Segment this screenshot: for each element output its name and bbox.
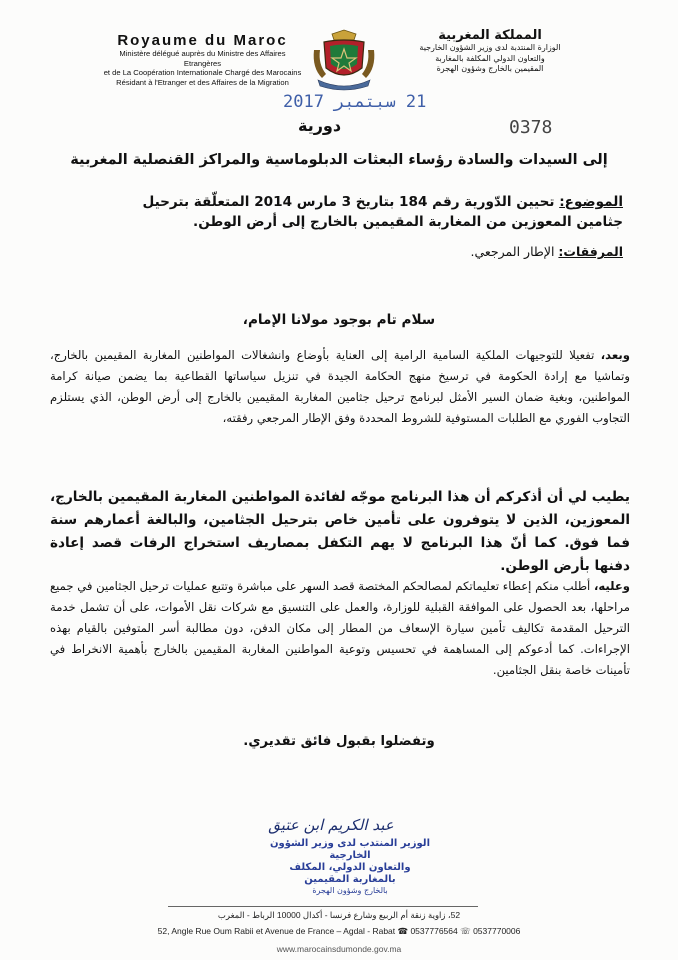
paragraph-1-lead: وبعد،	[600, 348, 630, 362]
header-ar-line: والتعاون الدولي المكلفة بالمغاربة	[435, 53, 545, 63]
paragraph-1	[50, 345, 630, 429]
date-stamp: 21 سبتمبر 2017	[283, 92, 427, 112]
subject-label: الموضوع:	[559, 194, 623, 210]
header-fr-line: Ministère délégué auprès du Ministre des Affaires Etrangères	[119, 49, 286, 68]
footer-divider	[168, 906, 478, 907]
header-fr-line: et de La Coopération Internationale Chargé des Marocains	[103, 68, 302, 77]
subject-text: تحيين الدّورية رقم 184 بتاريخ 3 مارس 2014 المتعلّقة بترحيل جثامين المعوزين من المغاربة المقيمين بالخارج إلى أرض الوطن.	[142, 194, 623, 230]
signature-name: عبد الكريم ابن عتيق	[268, 816, 394, 834]
header-fr-title: Royaume du Maroc	[117, 32, 288, 49]
subject-block	[140, 192, 623, 232]
footer-arabic-address: 52، زاوية زنقة أم الربيع وشارع فرنسا - أكدال 10000 الرباط - المغرب	[217, 910, 461, 920]
signature-title-stamp	[270, 838, 430, 896]
header-french	[100, 32, 305, 87]
moroccan-coat-of-arms-icon	[310, 28, 378, 94]
header-ar-line: المقيمين بالخارج وشؤون الهجرة	[436, 64, 544, 73]
signature-title-line: الوزير المنتدب لدى وزير الشؤون الخارجية	[269, 838, 430, 861]
attachments-label: المرفقات:	[558, 244, 623, 259]
signature-title-line: والتعاون الدولي، المكلف بالمغاربة المقيمين	[289, 862, 411, 885]
closing-line: وتفضلوا بقبول فائق تقديري.	[243, 734, 435, 749]
paragraph-3	[50, 576, 630, 681]
paragraph-2: يطيب لي أن أذكركم أن هذا البرنامج موجّه لفائدة المواطنين المغاربة المقيمين بالخارج، المعوزين، الذين لا يتوفرون على تأمين خاص بترحيل الجثامين، والبالغة أعمارهم سنة فما فوق. كما أنّ هذا البرنامج لا يهم التكفل بمصاريف استخراج الرفات قصد إعادة دفنها بأرض الوطن.	[50, 489, 630, 574]
header-ar-title: المملكة المغربية	[438, 28, 542, 43]
attachments-block	[323, 244, 623, 259]
header-ar-line: الوزارة المنتدبة لدى وزير الشؤون الخارجية	[419, 43, 561, 52]
paragraph-3-text: أطلب منكم إعطاء تعليماتكم لمصالحكم المختصة قصد السهر على مباشرة وتتبع عمليات ترحيل الجثامين في جميع مراحلها، بعد الحصول على الموافقة القبلية للوزارة، والعمل على التنسيق مع شركات نقل الأموات، على أن تشمل خدمة الترحيل المقدمة تكاليف تأمين سيارة الإسعاف من المطار إلى مكان الدفن، دون مطالبة أسر المتوفين بالقيام بهذه الإجراءات. كما أدعوكم إلى المساهمة في تحسيس وتوعية المواطنين المغاربة المقيمين بالخارج بأهمية الانخراط في تأمينات خاصة بنقل الجثامين.	[50, 579, 630, 677]
header-fr-line: Résidant à l'Etranger et des Affaires de la Migration	[116, 77, 289, 87]
document-type: دورية	[298, 116, 342, 135]
paragraph-3-lead: وعليه،	[593, 579, 630, 593]
reference-number: 0378	[509, 117, 553, 138]
header-arabic	[390, 28, 590, 75]
paragraph-1-text: تفعيلا للتوجيهات الملكية السامية الرامية إلى العناية بأوضاع وانشغالات المواطنين المغاربة المقيمين بالخارج، وتماشيا مع إرادة الحكومة في ترسيخ منهج الحكامة الجيدة في تنزيل سياساتها القطاعية بما يضمن صيانة كرامة المواطنين، وبغية ضمان السير الأمثل لبرنامج ترحيل جثامين المغاربة المقيمين بالخارج إلى أرض الوطن، الذي يستلزم التجاوب الفوري مع الطلبات المستوفية للشروط المحددة وفق الإطار المرجعي رفقته،	[50, 348, 630, 425]
greeting: سلام تام بوجود مولانا الإمام،	[242, 312, 436, 328]
footer-website-link[interactable]: www.marocainsdumonde.gov.ma	[276, 944, 402, 954]
addressee-line: إلى السيدات والسادة رؤساء البعثات الدبلوماسية والمراكز القنصلية المغربية	[70, 152, 608, 168]
footer-french-address: 52, Angle Rue Oum Rabii et Avenue de France – Agdal - Rabat ☎ 0537776564 ☏ 0537770006	[157, 926, 521, 936]
attachments-text: الإطار المرجعي.	[470, 244, 555, 259]
signature-title-line: بالخارج وشؤون الهجرة	[312, 886, 388, 895]
